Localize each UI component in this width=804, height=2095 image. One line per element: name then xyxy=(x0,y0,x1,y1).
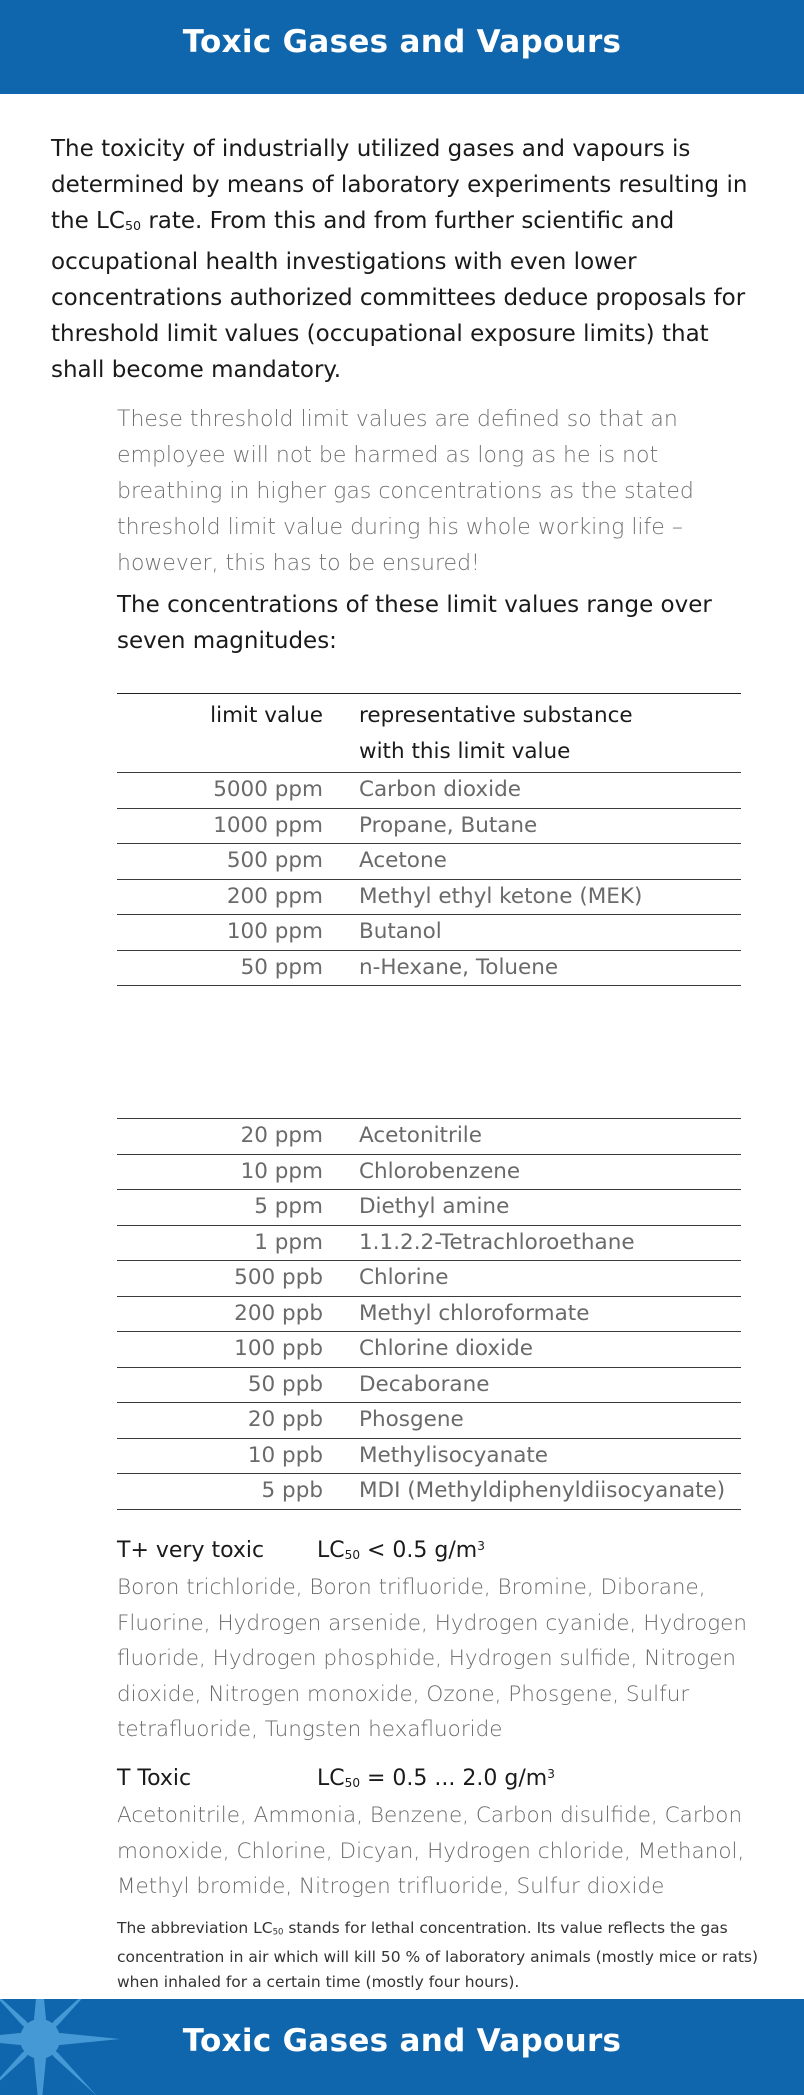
substance-cell: Methyl ethyl ketone (MEK) xyxy=(359,879,741,915)
table-row xyxy=(117,915,741,951)
table-row xyxy=(117,1261,741,1297)
limit-value-cell: 5 ppb xyxy=(117,1474,359,1510)
table-row xyxy=(117,1190,741,1226)
substance-cell: Propane, Butane xyxy=(359,808,741,844)
table-row xyxy=(117,1225,741,1261)
threshold-note: These threshold limit values are defined so that an employee will not be harmed as long as he is not breathing in higher gas concentrations as the stated threshold limit value during his whole working life – however, this has to be ensured! xyxy=(117,407,694,576)
table-row xyxy=(117,950,741,986)
page-footer xyxy=(0,1999,804,2095)
table-row xyxy=(117,1296,741,1332)
table-row xyxy=(117,1332,741,1368)
page-title: Toxic Gases and Vapours xyxy=(182,24,622,60)
table-header-row xyxy=(117,694,741,773)
limit-value-cell: 5 ppm xyxy=(117,1190,359,1226)
substance-cell: MDI (Methyldiphenyldiisocyanate) xyxy=(359,1474,741,1510)
footnote-subscript: 50 xyxy=(272,1927,284,1938)
substance-cell: Chlorobenzene xyxy=(359,1154,741,1190)
footnote-text-2: stands for lethal concentration. Its value reflects the gas concentration in air which will kill 50 % of laboratory animals (mostly mice or rats) when inhaled for a certain time (mostly four hours). xyxy=(117,1919,759,1992)
substance-cell: n-Hexane, Toluene xyxy=(359,950,741,986)
table-row xyxy=(117,879,741,915)
substance-cell: 1.1.2.2-Tetrachloroethane xyxy=(359,1225,741,1261)
table-row xyxy=(117,1474,741,1510)
limit-value-cell: 20 ppm xyxy=(117,1119,359,1155)
substance-cell: Diethyl amine xyxy=(359,1190,741,1226)
substance-cell: Chlorine dioxide xyxy=(359,1332,741,1368)
table-row xyxy=(117,1367,741,1403)
substance-cell: Methylisocyanate xyxy=(359,1438,741,1474)
limit-values-table-2 xyxy=(117,1118,741,1510)
substance-cell: Decaborane xyxy=(359,1367,741,1403)
intro-text-1: The toxicity of industrially utilized gases and vapours is determined by means of laboratory experiments resulting in the LC xyxy=(51,136,748,234)
limit-value-cell: 50 ppb xyxy=(117,1367,359,1403)
lc-criterion: < 0.5 g/m xyxy=(360,1538,478,1563)
toxic-substances: Acetonitrile, Ammonia, Benzene, Carbon disulfide, Carbon monoxide, Chlorine, Dicyan, Hydrogen chloride, Methanol, Methyl bromide, Nitrogen trifluoride, Sulfur dioxide xyxy=(117,1803,745,1899)
intro-paragraph xyxy=(51,131,763,388)
table-row xyxy=(117,1438,741,1474)
unit-superscript: 3 xyxy=(477,1538,485,1553)
intro-lc-subscript: 50 xyxy=(124,217,142,233)
limit-value-cell: 10 ppb xyxy=(117,1438,359,1474)
substance-cell: Butanol xyxy=(359,915,741,951)
limit-value-cell: 10 ppm xyxy=(117,1154,359,1190)
col-header-substance: representative substance with this limit value xyxy=(359,694,741,773)
table-row xyxy=(117,808,741,844)
substance-cell: Chlorine xyxy=(359,1261,741,1297)
table-row xyxy=(117,1119,741,1155)
lc-label: LC xyxy=(317,1766,345,1791)
limit-value-cell: 200 ppb xyxy=(117,1296,359,1332)
limit-value-cell: 1000 ppm xyxy=(117,808,359,844)
substance-cell: Carbon dioxide xyxy=(359,773,741,809)
substance-cell: Methyl chloroformate xyxy=(359,1296,741,1332)
limit-value-cell: 100 ppm xyxy=(117,915,359,951)
limit-value-cell: 500 ppm xyxy=(117,844,359,880)
table-row xyxy=(117,1154,741,1190)
lc-subscript: 50 xyxy=(344,1547,361,1562)
footer-title: Toxic Gases and Vapours xyxy=(182,2023,622,2059)
lc-criterion: = 0.5 ... 2.0 g/m xyxy=(360,1766,548,1791)
footnote-text-1: The abbreviation LC xyxy=(117,1919,273,1937)
intro-text-2: rate. From this and from further scientific and occupational health investigations with even lower concentrations authorized committees deduce proposals for threshold limit values (occupational exposure limits) that shall become mandatory. xyxy=(51,208,746,383)
substance-cell: Acetonitrile xyxy=(359,1119,741,1155)
limit-value-cell: 20 ppb xyxy=(117,1403,359,1439)
limit-value-cell: 200 ppm xyxy=(117,879,359,915)
toxic-heading xyxy=(117,1763,555,1799)
lc-footnote xyxy=(117,1916,765,1995)
very-toxic-substances: Boron trichloride, Boron trifluoride, Bromine, Diborane, Fluorine, Hydrogen arsenide, Hydrogen cyanide, Hydrogen fluoride, Hydrogen phosphide, Hydrogen sulfide, Nitrogen dioxide, Nitrogen monoxide, Ozone, Phosgene, Sulfur tetrafluoride, Tungsten hexafluoride xyxy=(117,1575,748,1742)
range-intro: The concentrations of these limit values range over seven magnitudes: xyxy=(117,592,712,654)
table-row xyxy=(117,773,741,809)
limit-value-cell: 5000 ppm xyxy=(117,773,359,809)
col-header-limit-value: limit value xyxy=(117,694,359,773)
substance-cell: Phosgene xyxy=(359,1403,741,1439)
table-row xyxy=(117,844,741,880)
lc-subscript: 50 xyxy=(344,1775,361,1790)
unit-superscript: 3 xyxy=(547,1766,555,1781)
class-name: T+ very toxic xyxy=(117,1538,265,1563)
table-row xyxy=(117,1403,741,1439)
limit-value-cell: 500 ppb xyxy=(117,1261,359,1297)
page-header xyxy=(0,0,804,94)
lc-label: LC xyxy=(317,1538,345,1563)
class-name: T Toxic xyxy=(117,1766,192,1791)
substance-cell: Acetone xyxy=(359,844,741,880)
limit-value-cell: 50 ppm xyxy=(117,950,359,986)
limit-values-table-1 xyxy=(117,693,741,986)
very-toxic-heading xyxy=(117,1535,485,1571)
limit-value-cell: 1 ppm xyxy=(117,1225,359,1261)
limit-value-cell: 100 ppb xyxy=(117,1332,359,1368)
